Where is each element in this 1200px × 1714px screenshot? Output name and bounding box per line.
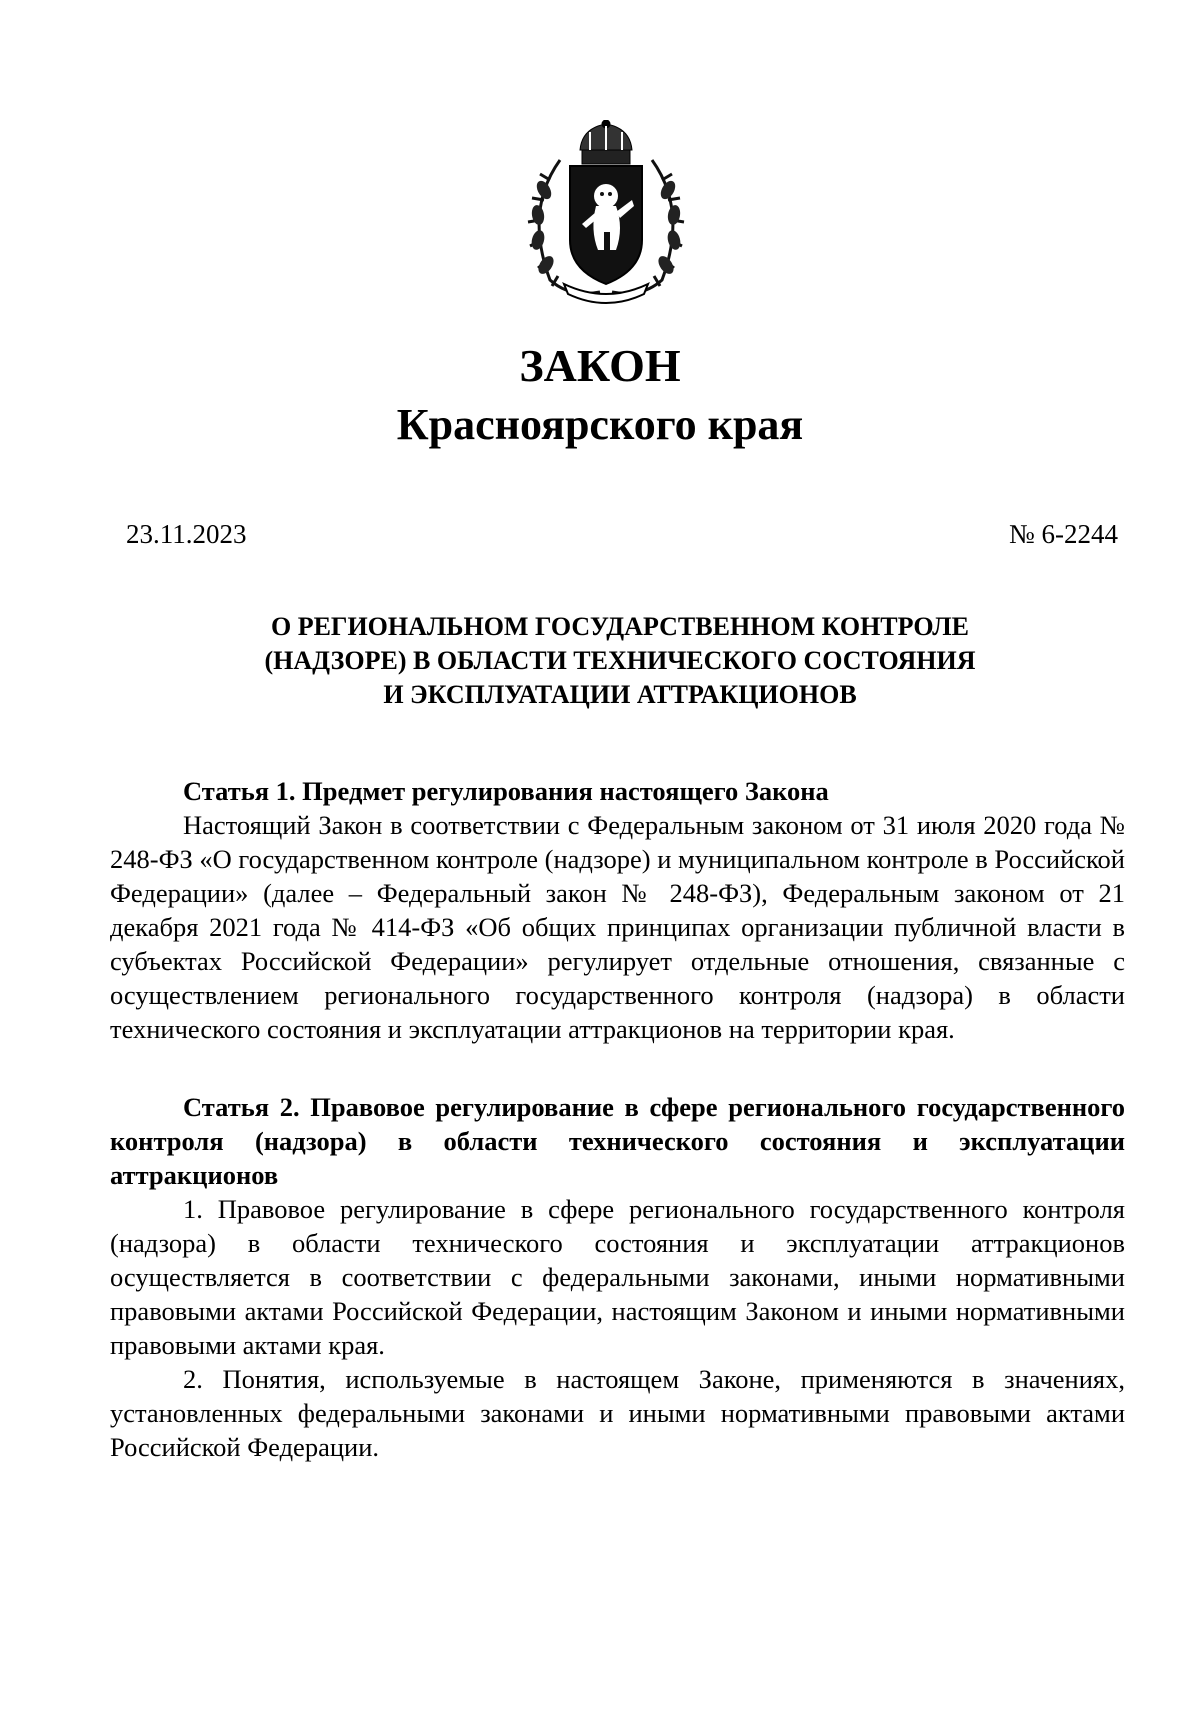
coat-of-arms-emblem — [520, 120, 692, 308]
article-2-paragraph-1: 1. Правовое регулирование в сфере регионального государственного контроля (надзора) в области технического состояния и эксплуатации аттракционов осуществляется в соответствии с федеральными законами, иными нормативными правовыми актами Российской Федерации, настоящим Законом и иными нормативными правовыми актами края. — [110, 1194, 1125, 1360]
law-heading — [120, 610, 1120, 712]
article-1-text: Настоящий Закон в соответствии с Федеральным законом от 31 июля 2020 года № 248-ФЗ «О государственном контроле (надзоре) и муниципальном контроле в Российской Федерации» (далее – Федеральный закон № 248-ФЗ), Федеральным законом от 21 декабря 2021 года № 414-ФЗ «Об общих принципах организации публичной власти в субъектах Российской Федерации» регулирует отдельные отношения, связанные с осуществлением регионального государственного контроля (надзора) в области технического состояния и эксплуатации аттракционов на территории края. — [110, 810, 1125, 1044]
law-date: 23.11.2023 — [126, 519, 247, 549]
heading-line: И ЭКСПЛУАТАЦИИ АТТРАКЦИОНОВ — [383, 680, 857, 709]
article-2-title: Статья 2. Правовое регулирование в сфере регионального государственного контроля (надзора) в области технического состояния и эксплуатации аттракционов — [110, 1092, 1125, 1190]
article-1-title: Статья 1. Предмет регулирования настоящего Закона — [183, 776, 829, 806]
document-title: ЗАКОН — [519, 340, 681, 391]
document-subtitle: Красноярского края — [396, 400, 804, 449]
law-number: № 6-2244 — [1008, 519, 1118, 549]
article-2-paragraph-2: 2. Понятия, используемые в настоящем Законе, применяются в значениях, установленных федеральными законами и иными нормативными правовыми актами Российской Федерации. — [110, 1364, 1125, 1462]
article-1 — [110, 774, 1125, 1046]
heading-line: (НАДЗОРЕ) В ОБЛАСТИ ТЕХНИЧЕСКОГО СОСТОЯНИЯ — [264, 646, 976, 675]
heading-line: О РЕГИОНАЛЬНОМ ГОСУДАРСТВЕННОМ КОНТРОЛЕ — [270, 612, 970, 641]
article-2 — [110, 1090, 1125, 1464]
